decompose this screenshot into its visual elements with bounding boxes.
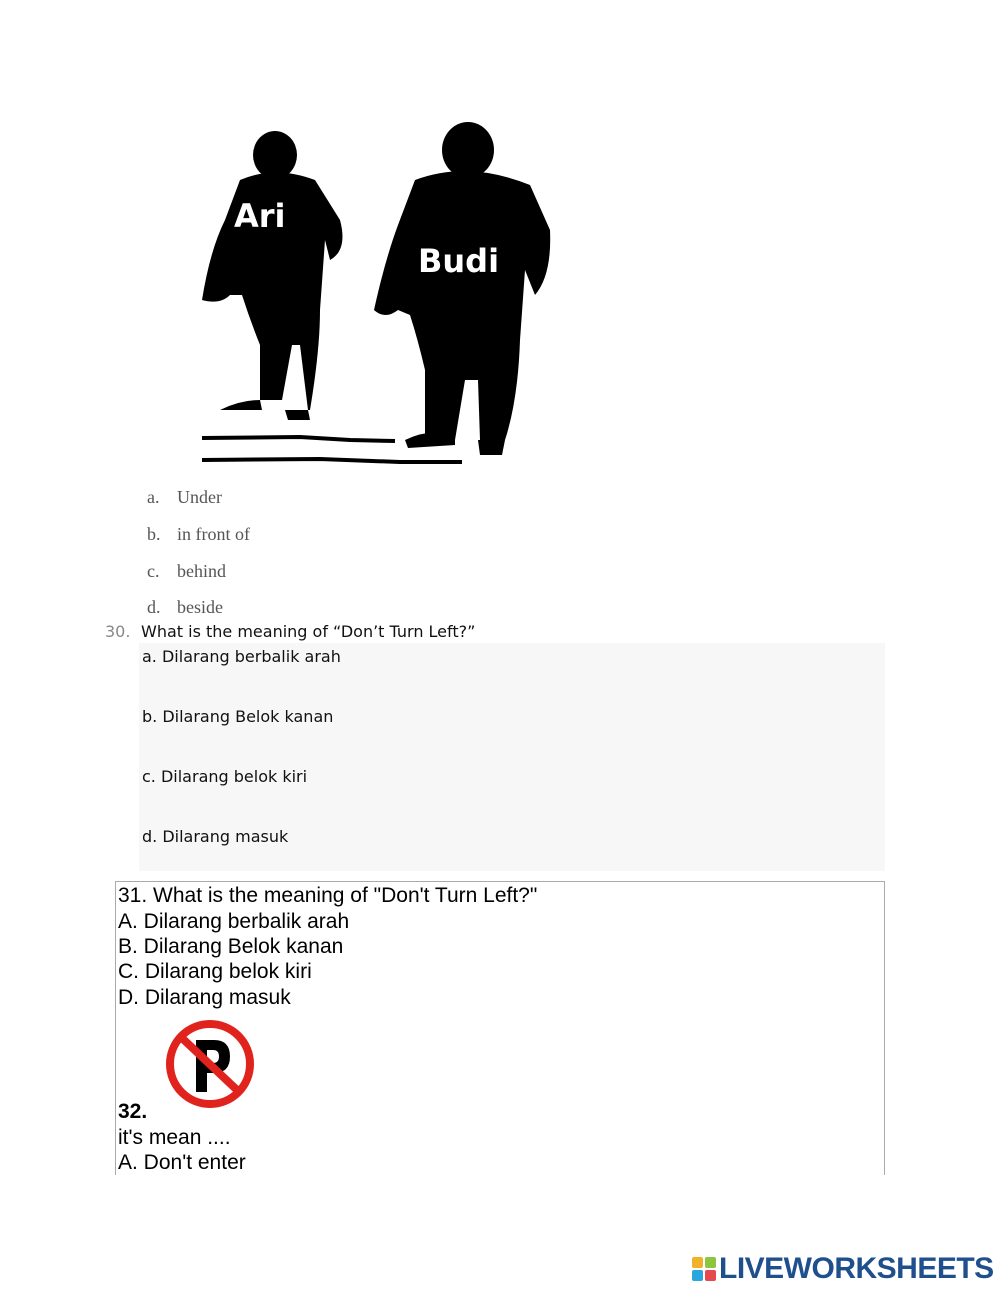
q31-option-d[interactable]: D. Dilarang masuk xyxy=(118,986,291,1009)
liveworksheets-logo-icon xyxy=(692,1257,716,1281)
illustration-image xyxy=(180,110,580,480)
q32-question-text: it's mean .... xyxy=(118,1126,231,1149)
ari-silhouette xyxy=(202,131,342,420)
q29-option-c[interactable] xyxy=(147,561,226,582)
option-letter: a. xyxy=(147,487,160,507)
q29-option-b[interactable] xyxy=(147,524,250,545)
q31-option-b[interactable]: B. Dilarang Belok kanan xyxy=(118,935,344,958)
option-letter: b. xyxy=(147,524,161,544)
q29-option-a[interactable] xyxy=(147,487,222,508)
option-text: in front of xyxy=(177,524,250,544)
q30-option-a[interactable]: a. Dilarang berbalik arah xyxy=(142,647,341,666)
q30-number: 30. xyxy=(105,622,131,641)
option-text: Under xyxy=(177,487,222,507)
q31-q32-box xyxy=(115,881,885,1175)
option-letter: c. xyxy=(147,561,160,581)
q30-option-d[interactable]: d. Dilarang masuk xyxy=(142,827,289,846)
budi-label: Budi xyxy=(418,242,500,280)
ari-label: Ari xyxy=(234,197,286,235)
ground-line xyxy=(202,459,462,462)
liveworksheets-brand-text: LIVEWORKSHEETS xyxy=(719,1252,994,1285)
q30-option-c[interactable]: c. Dilarang belok kiri xyxy=(142,767,308,786)
q30-question-text: What is the meaning of “Don’t Turn Left?” xyxy=(141,622,476,641)
ground-line xyxy=(202,437,395,441)
budi-silhouette xyxy=(374,122,550,455)
no-parking-sign-icon xyxy=(156,1010,264,1118)
q32-option-a[interactable]: A. Don't enter xyxy=(118,1151,246,1174)
q32-number: 32. xyxy=(118,1100,148,1123)
q31-option-c[interactable]: C. Dilarang belok kiri xyxy=(118,960,312,983)
q30-options-box xyxy=(139,643,885,871)
q31-question-text: 31. What is the meaning of "Don't Turn Left?" xyxy=(118,884,538,907)
q30-option-b[interactable]: b. Dilarang Belok kanan xyxy=(142,707,334,726)
q31-option-a[interactable]: A. Dilarang berbalik arah xyxy=(118,910,350,933)
option-text: behind xyxy=(177,561,226,581)
liveworksheets-logo xyxy=(692,1252,994,1286)
q29-option-d[interactable] xyxy=(147,597,223,618)
option-letter: d. xyxy=(147,597,161,617)
option-text: beside xyxy=(177,597,223,617)
